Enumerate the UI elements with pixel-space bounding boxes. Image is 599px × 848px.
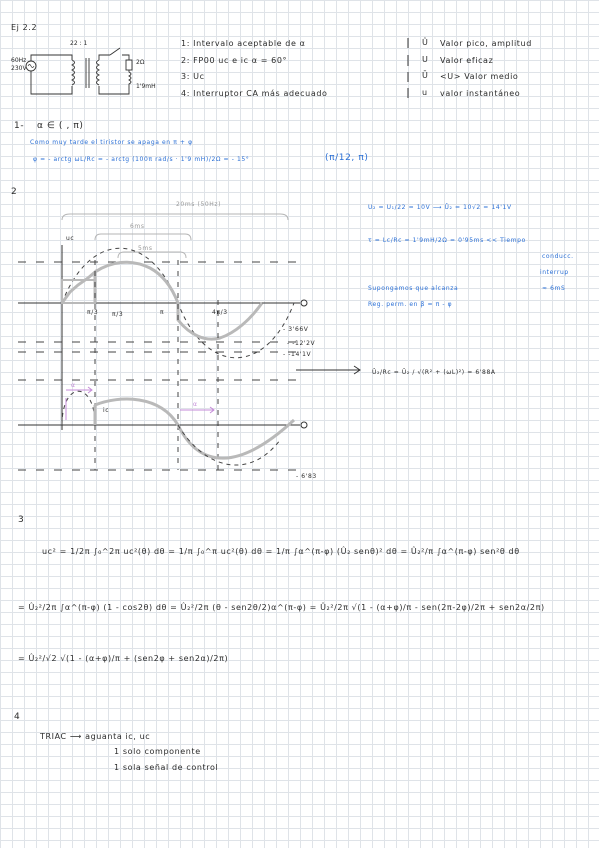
level-14-1: - -14'1V: [283, 351, 312, 358]
section-1-note: Como muy tarde el tiristor se apaga en π + φ: [30, 139, 193, 146]
legend-symbol-peak: Û: [422, 38, 428, 47]
section-2-approx: ≈ 6mS: [542, 285, 566, 292]
legend-text-rms: Valor eficaz: [440, 56, 494, 65]
circuit-ratio: 22 : 1: [70, 40, 88, 47]
section-2-u2-formula: U₂ = U₁/22 = 10V ⟶ Û₂ = 10√2 = 14'1V: [368, 204, 512, 211]
legend-symbol-instant: u: [422, 88, 428, 97]
legend-text-mean: <U> Valor medio: [440, 72, 519, 81]
section-3-label: 3: [18, 515, 25, 525]
circuit-frequency: 60Hz: [11, 57, 27, 64]
tick-pi-over-3-b: π/3: [112, 311, 124, 318]
section-4-line-1: TRIAC ⟶ aguanta ic, uc: [40, 732, 151, 741]
section-2-suppose-2: Reg. perm. en β = π - φ: [368, 301, 453, 308]
task-item-2: 2: FP00 uc e ic α = 60°: [181, 56, 288, 65]
section-1-label: 1-: [14, 121, 25, 131]
tick-pi: π: [160, 309, 165, 316]
ic-axis-label: ic: [103, 407, 110, 414]
section-4-line-3: 1 sola señal de control: [114, 763, 219, 772]
circuit-inductance: 1'9mH: [136, 83, 156, 90]
circuit-voltage: 230V: [11, 65, 27, 72]
legend-text-instant: valor instantáneo: [440, 89, 521, 98]
legend-text-peak: Valor pico, amplitud: [440, 39, 532, 48]
section-1-result: (π/12, π): [325, 153, 369, 163]
tick-4pi-over-3: 4π/3: [212, 309, 228, 316]
six-ms-label: 6ms: [130, 223, 145, 230]
tick-pi-over-3-a: π/3: [87, 309, 99, 316]
section-2-ic-formula: Û₂/Rc = Û₂ / √(R² + (ωL)²) = 6'88A: [372, 369, 496, 376]
uc-axis-label: uc: [66, 235, 75, 242]
legend-symbol-mean: Ū: [422, 71, 428, 80]
section-3-line-1: uc² = 1/2π ∫₀^2π uc²(θ) dθ = 1/π ∫₀^π uc²(θ) dθ = 1/π ∫α^(π-φ) (Û₂ senθ)² dθ = Û₂²/π ∫α^(π-φ) sen²θ dθ: [42, 547, 520, 556]
period-label: 20ms (50Hz): [176, 201, 222, 208]
exercise-title: Ej 2.2: [11, 23, 38, 32]
level-12-2: - -12'2V: [287, 340, 316, 347]
section-2-label: 2: [11, 187, 18, 197]
circuit-resistance: 2Ω: [136, 59, 145, 66]
section-1-interval: α ∈ ( , π): [37, 121, 84, 131]
task-item-3: 3: Uc: [181, 72, 205, 81]
task-item-1: 1: Intervalo aceptable de α: [181, 39, 306, 48]
section-2-conduct-1: conducc.: [542, 253, 574, 260]
alpha-marker-1: α: [71, 382, 76, 389]
alpha-marker-2: α: [193, 401, 198, 408]
section-4-label: 4: [14, 712, 21, 722]
task-item-4: 4: Interruptor CA más adecuado: [181, 89, 328, 98]
section-4-line-2: 1 solo componente: [114, 747, 201, 756]
section-3-line-2: = Û₂²/2π ∫α^(π-φ) (1 - cos2θ) dθ = Û₂²/2π (θ - sen2θ/2)α^(π-φ) = Û₂²/2π √(1 - (α+φ)/π - sen(2π-2φ)/2π + sen2α/2π): [18, 603, 545, 612]
section-2-tau-formula: τ = Lc/Rc = 1'9mH/2Ω = 0'95ms << Tiempo: [368, 237, 526, 244]
section-2-suppose-1: Supongamos que alcanza: [368, 285, 459, 292]
level-6-83: - 6'83: [296, 473, 317, 480]
section-3-line-3: = Û₂²/√2 √(1 - (α+φ)/π + (sen2φ + sen2α)/2π): [18, 654, 229, 663]
level-3-66: - 3'66V: [283, 326, 309, 333]
five-ms-label: 5ms: [138, 245, 153, 252]
section-1-formula: φ = - arctg ωL/Rc = - arctg (100π rad/s · 1'9 mH)/2Ω = - 15°: [33, 156, 250, 163]
section-2-conduct-2: interrup: [540, 269, 569, 276]
legend-symbol-rms: U: [422, 55, 428, 64]
